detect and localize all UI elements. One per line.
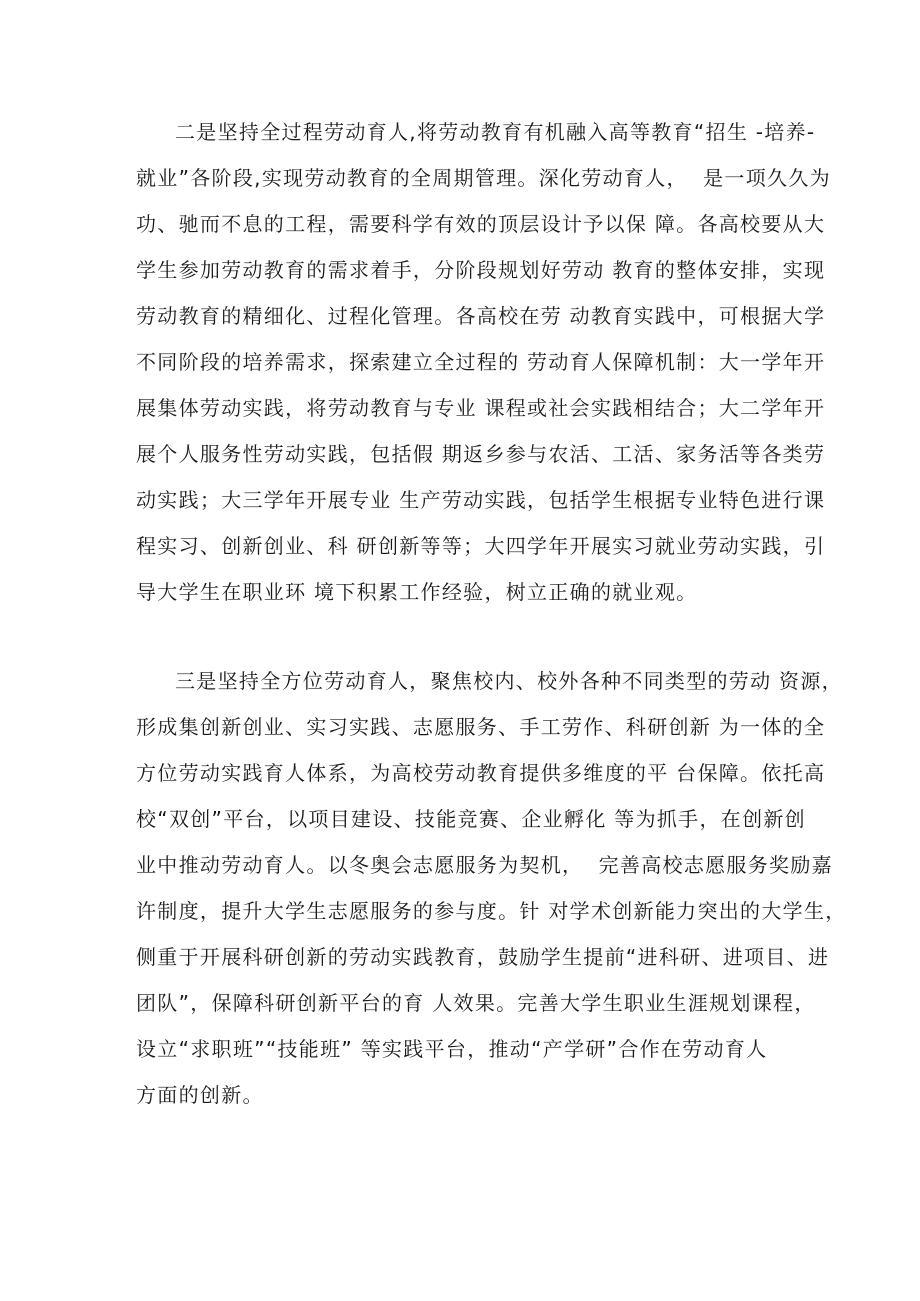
text-line: 三是坚持全方位劳动育人，聚焦校内、校外各种不同类型的劳动 资源， [175,669,843,693]
text-line: 业中推动劳动育人。以冬奥会志愿服务为契机， 完善高校志愿服务奖励嘉 [136,853,833,877]
text-line: 就业”各阶段,实现劳动教育的全周期管理。深化劳动育人， 是一项久久为 [136,166,831,190]
text-line: 侧重于开展科研创新的劳动实践教育，鼓励学生提前“进科研、进项目、进 [136,945,830,969]
text-line: 动实践；大三学年开展专业 生产劳动实践，包括学生根据专业特色进行课 [136,488,826,512]
text-line: 校“双创”平台，以项目建设、技能竞赛、企业孵化 等为抓手，在创新创 [136,807,806,831]
text-line: 展集体劳动实践，将劳动教育与专业 课程或社会实践相结合；大二学年开 [136,396,826,420]
text-line: 方面的创新。 [136,1083,264,1107]
text-line: 功、驰而不息的工程，需要科学有效的顶层设计予以保 障。各高校要从大 [136,212,826,236]
text-line: 二是坚持全过程劳动育人,将劳动教育有机融入高等教育“招生 -培养- [175,120,816,144]
text-line: 展个人服务性劳动实践，包括假 期返乡参与农活、工活、家务活等各类劳 [136,442,826,466]
text-line: 方位劳动实践育人体系，为高校劳动教育提供多维度的平 台保障。依托高 [136,761,826,785]
text-line: 程实习、创新创业、科 研创新等等；大四学年开展实习就业劳动实践，引 [136,534,826,558]
text-line: 许制度，提升大学生志愿服务的参与度。针 对学术创新能力突出的大学生， [136,899,847,923]
text-line: 不同阶段的培养需求，探索建立全过程的 劳动育人保障机制：大一学年开 [136,350,826,374]
text-line: 设立“求职班”“技能班” 等实践平台，推动“产学研”合作在劳动育人 [136,1037,768,1061]
text-line: 团队”，保障科研创新平台的育 人效果。完善大学生职业生涯规划课程， [136,991,816,1015]
text-line: 形成集创新创业、实习实践、志愿服务、手工劳作、科研创新 为一体的全 [136,715,826,739]
text-line: 学生参加劳动教育的需求着手，分阶段规划好劳动 教育的整体安排，实现 [136,258,826,282]
text-line: 劳动教育的精细化、过程化管理。各高校在劳 动教育实践中，可根据大学 [136,304,826,328]
text-line: 导大学生在职业环 境下积累工作经验，树立正确的就业观。 [136,580,698,604]
